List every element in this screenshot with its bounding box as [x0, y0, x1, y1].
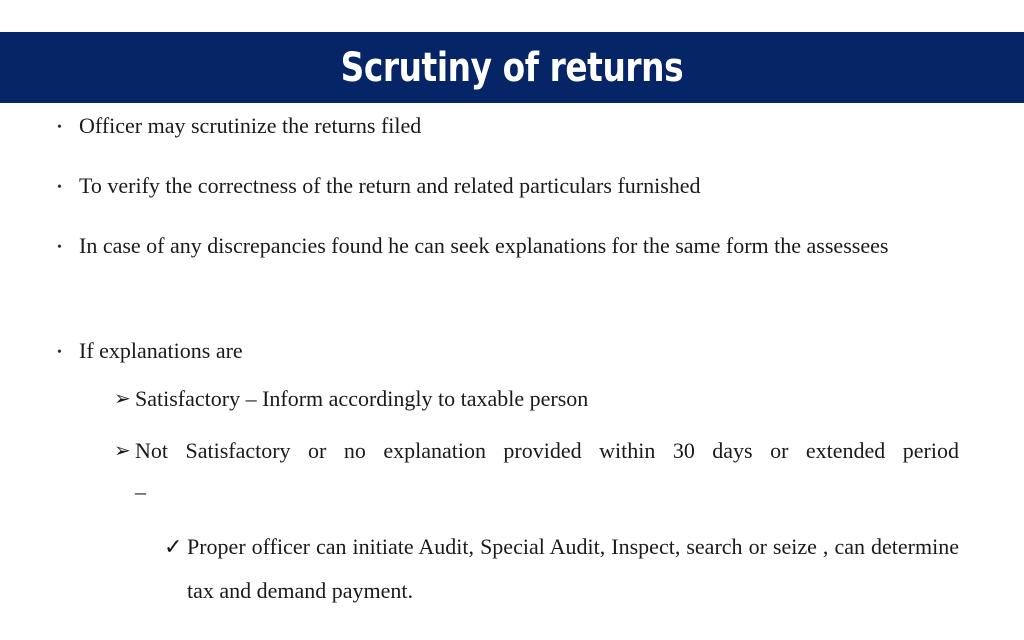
bullet-dot-icon: • — [57, 240, 62, 255]
bullet-dot-icon: • — [57, 345, 62, 360]
checkmark-icon: ✓ — [164, 534, 183, 559]
bullet-dot-icon: • — [57, 180, 62, 195]
sub-bullet-item: Satisfactory – Inform accordingly to taxable person — [135, 386, 589, 411]
bullet-item: If explanations are — [79, 338, 243, 363]
sub-bullet-item: Not Satisfactory or no explanation provided within 30 days or extended period — [135, 438, 959, 463]
bullet-item: Officer may scrutinize the returns filed — [79, 113, 422, 138]
arrow-bullet-icon: ➢ — [114, 440, 131, 462]
bullet-item: In case of any discrepancies found he can seek explanations for the same form the assessees — [79, 233, 889, 258]
sub-bullet-trailing-dash: – — [135, 479, 146, 504]
slide-title: Scrutiny of returns — [340, 44, 684, 91]
bullet-dot-icon: • — [57, 120, 62, 135]
bullet-item: To verify the correctness of the return and related particulars furnished — [79, 173, 701, 198]
arrow-bullet-icon: ➢ — [114, 388, 131, 410]
nested-bullet-item: Proper officer can initiate Audit, Special Audit, Inspect, search or seize , can determine tax and demand payment. — [187, 534, 959, 603]
